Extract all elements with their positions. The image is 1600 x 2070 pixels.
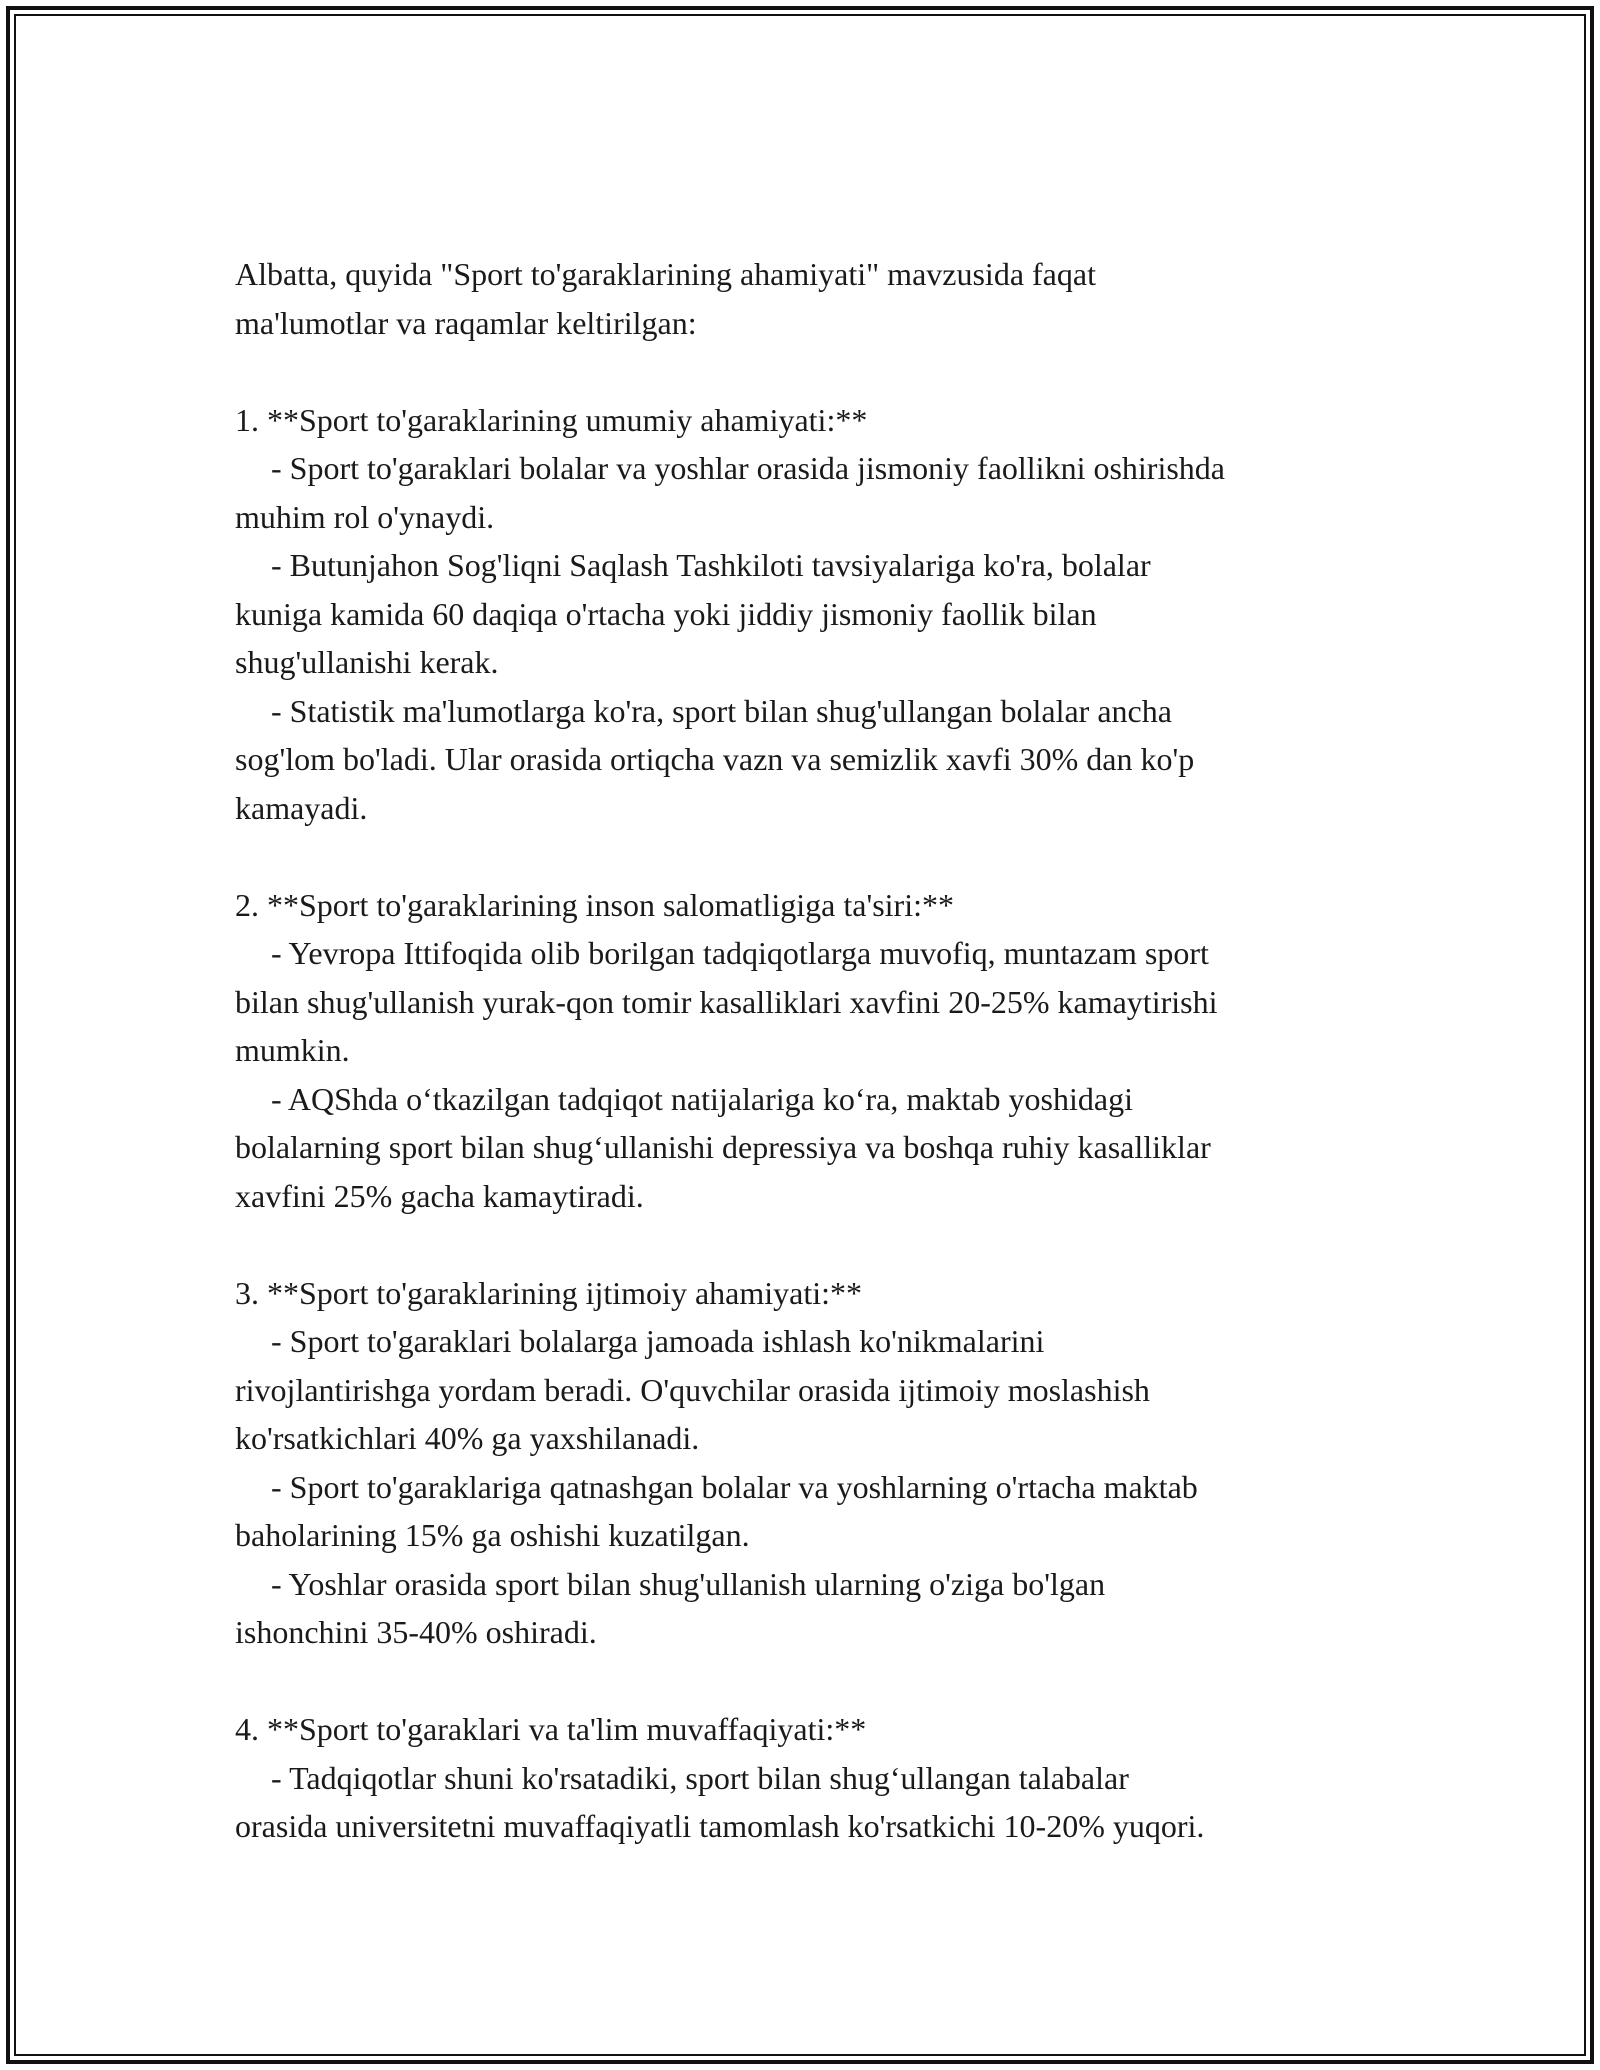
bullet-line: shug'ullanishi kerak. xyxy=(235,644,499,680)
bullet-line: - Sport to'garaklari bolalar va yoshlar orasida jismoniy faollikni oshirishda xyxy=(271,450,1225,486)
intro-line: Albatta, quyida "Sport to'garaklarining ahamiyati" mavzusida faqat xyxy=(235,256,1096,292)
bullet-line: - Yoshlar orasida sport bilan shug'ullanish ularning o'ziga bo'lgan xyxy=(271,1565,1106,1602)
bullet-line: - Sport to'garaklariga qatnashgan bolalar va yoshlarning o'rtacha maktab xyxy=(271,1468,1198,1505)
intro-paragraph xyxy=(235,250,1415,347)
bullet-line: bilan shug'ullanish yurak-qon tomir kasalliklari xavfini 20-25% kamaytirishi xyxy=(235,983,1218,1020)
section-1 xyxy=(235,396,1415,833)
bullet-line: mumkin. xyxy=(235,1032,350,1068)
section-2 xyxy=(235,881,1415,1221)
bullet-line: - Yevropa Ittifoqida olib borilgan tadqiqotlarga muvofiq, muntazam sport xyxy=(271,935,1209,971)
bullet-line: - Tadqiqotlar shuni ko'rsatadiki, sport bilan shug‘ullangan talabalar xyxy=(271,1759,1129,1796)
bullet-line: rivojlantirishga yordam beradi. O'quvchilar orasida ijtimoiy moslashish xyxy=(235,1371,1150,1408)
bullet-line: kamayadi. xyxy=(235,789,368,826)
bullet-line: xavfini 25% gacha kamaytiradi. xyxy=(235,1177,644,1214)
bullet-line: ko'rsatkichlari 40% ga yaxshilanadi. xyxy=(235,1420,700,1456)
paragraph-gap xyxy=(235,1220,1415,1269)
bullet-line: muhim rol o'ynaydi. xyxy=(235,498,495,535)
bullet-line: - Butunjahon Sog'liqni Saqlash Tashkiloti tavsiyalariga ko'ra, bolalar xyxy=(271,547,1151,583)
bullet-line: orasida universitetni muvaffaqiyatli tamomlash ko'rsatkichi 10-20% yuqori. xyxy=(235,1808,1205,1844)
bullet-line: - AQShda o‘tkazilgan tadqiqot natijalariga ko‘ra, maktab yoshidagi xyxy=(271,1080,1133,1117)
paragraph-gap xyxy=(235,347,1415,396)
bullet-line: bolalarning sport bilan shug‘ullanishi depressiya va boshqa ruhiy kasalliklar xyxy=(235,1129,1211,1165)
section-heading: 2. **Sport to'garaklarining inson salomatligiga ta'siri:** xyxy=(235,886,954,923)
paragraph-gap xyxy=(235,1657,1415,1706)
paragraph-gap xyxy=(235,832,1415,881)
section-heading: 3. **Sport to'garaklarining ijtimoiy ahamiyati:** xyxy=(235,1274,862,1311)
section-3 xyxy=(235,1269,1415,1657)
section-heading: 1. **Sport to'garaklarining umumiy ahamiyati:** xyxy=(235,401,868,438)
bullet-line: kuniga kamida 60 daqiqa o'rtacha yoki jiddiy jismoniy faollik bilan xyxy=(235,595,1097,632)
section-4 xyxy=(235,1705,1415,1851)
bullet-line: sog'lom bo'ladi. Ular orasida ortiqcha vazn va semizlik xavfi 30% dan ko'p xyxy=(235,741,1195,777)
intro-line: ma'lumotlar va raqamlar keltirilgan: xyxy=(235,304,697,341)
bullet-line: ishonchini 35-40% oshiradi. xyxy=(235,1614,597,1650)
bullet-line: - Sport to'garaklari bolalarga jamoada ishlash ko'nikmalarini xyxy=(271,1323,1045,1359)
bullet-line: - Statistik ma'lumotlarga ko'ra, sport bilan shug'ullangan bolalar ancha xyxy=(271,692,1172,729)
bullet-line: baholarining 15% ga oshishi kuzatilgan. xyxy=(235,1517,750,1553)
document-body xyxy=(235,250,1415,1851)
section-heading: 4. **Sport to'garaklari va ta'lim muvaffaqiyati:** xyxy=(235,1711,867,1747)
